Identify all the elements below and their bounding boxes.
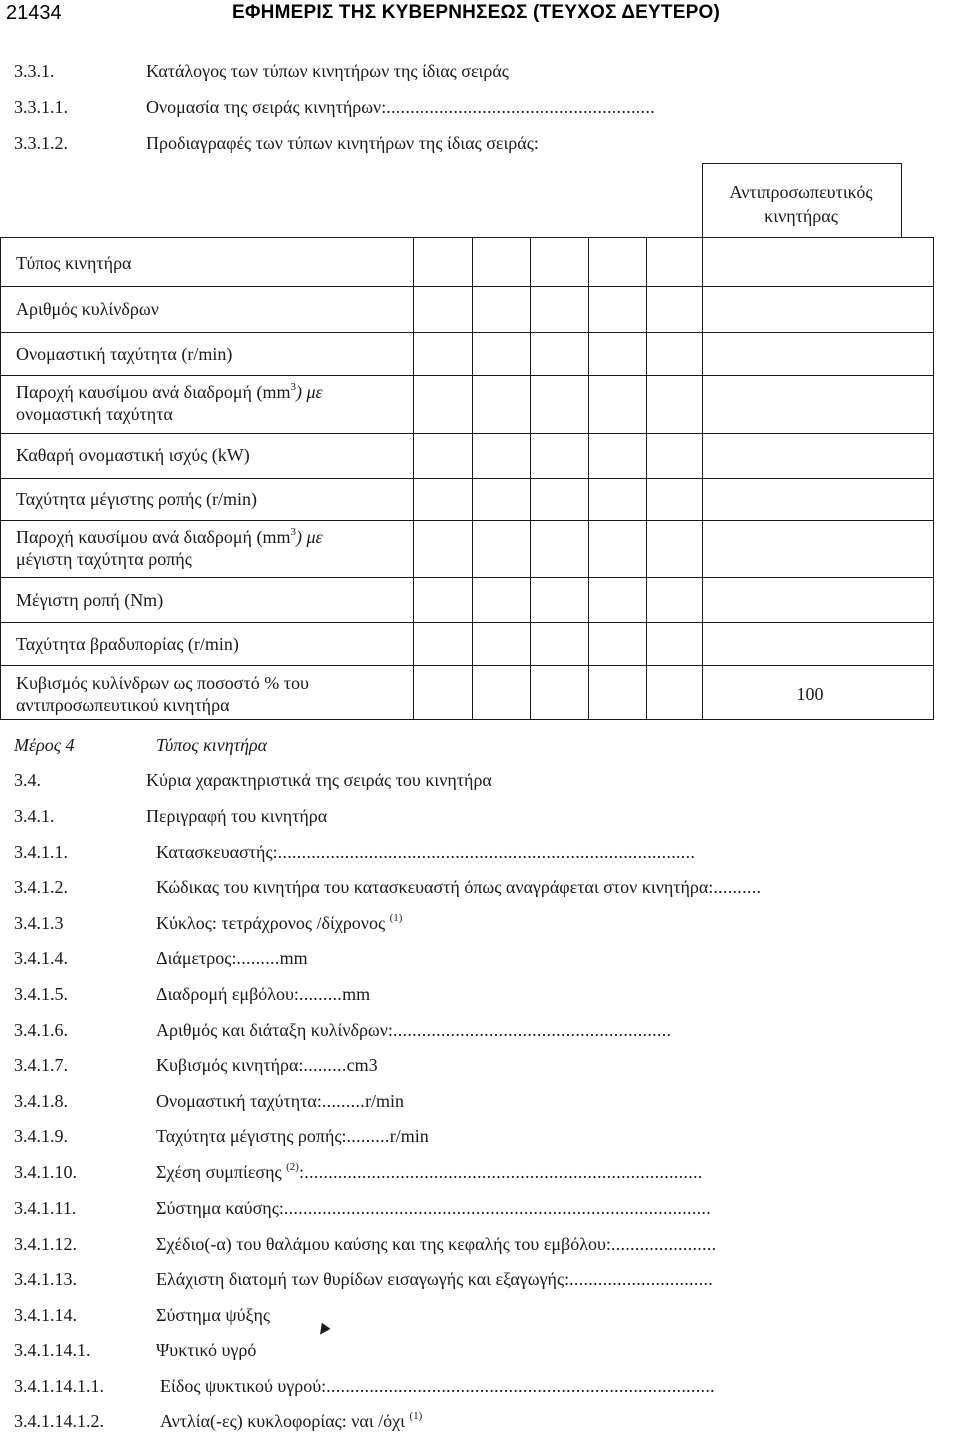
unit-label: r/min — [365, 1091, 405, 1111]
item-text: Κατασκευαστής: — [156, 842, 278, 862]
item-text: Διαδρομή εμβόλου: — [156, 984, 299, 1004]
table-row-label: Κυβισμός κυλίνδρων ως ποσοστό % του αντιπροσωπευτικού κινητήρα — [16, 673, 309, 715]
table-row-label: Παροχή καυσίμου ανά διαδρομή $(mm^3)$ με μέγιστη ταχύτητα ροπής — [16, 526, 323, 569]
item-number: 3.4.1.12. — [14, 1234, 77, 1254]
list-item — [14, 1197, 934, 1221]
representative-displacement-value: 100 — [796, 684, 824, 704]
item-text-wrapper — [160, 1375, 715, 1397]
fill-dots: ......... — [321, 1091, 366, 1111]
item-number: 3.4.1.6. — [14, 1020, 68, 1040]
fill-dots: ......... — [303, 1055, 347, 1075]
item-text: Ταχύτητα μέγιστης ροπής: — [156, 1126, 347, 1146]
item-text: Ονομασία της σειράς κινητήρων: — [146, 97, 387, 117]
item-text-wrapper — [156, 1233, 716, 1255]
item-text-wrapper — [156, 1304, 270, 1326]
item-number: 3.3.1.1. — [14, 97, 68, 117]
item-text: Αντλία(-ες) κυκλοφορίας: ναι /όχι — [160, 1411, 410, 1431]
list-item — [14, 1125, 934, 1149]
table-row-label: Τύπος κινητήρα — [16, 253, 132, 273]
unit-label: mm — [342, 984, 371, 1004]
item-text: Αριθμός και διάταξη κυλίνδρων: — [156, 1020, 393, 1040]
list-item — [14, 96, 934, 120]
list-item — [14, 769, 934, 793]
fill-dots: ......................................................................................... — [283, 1198, 712, 1218]
fill-dots: .......................................................... — [392, 1020, 672, 1040]
table-row-label: Μέγιστη ροπή (Nm) — [16, 590, 164, 610]
fill-dots: ......... — [236, 948, 280, 968]
list-item — [14, 805, 934, 829]
footnote-ref: (1) — [389, 912, 403, 924]
item-number: 3.4.1.8. — [14, 1091, 68, 1111]
item-text-wrapper — [156, 947, 308, 969]
item-text: Περιγραφή του κινητήρα — [146, 806, 328, 826]
list-item — [14, 876, 934, 900]
item-number: 3.4. — [14, 770, 41, 790]
footnote-ref: (1) — [409, 1410, 423, 1422]
fill-dots: .......... — [713, 877, 762, 897]
list-item — [14, 1233, 934, 1257]
list-item — [14, 1019, 934, 1043]
item-text-wrapper — [156, 1197, 711, 1219]
fill-dots: ........................................................ — [386, 97, 656, 117]
gazette-title: ΕΦΗΜΕΡΙΣ ΤΗΣ ΚΥΒΕΡΝΗΣΕΩΣ (ΤΕΥΧΟΣ ΔΕΥΤΕΡΟ) — [232, 2, 720, 23]
list-item — [14, 1339, 934, 1363]
unit-label: mm — [279, 948, 308, 968]
stray-mark: ▼ — [314, 1320, 333, 1340]
item-text-wrapper — [156, 1339, 256, 1361]
item-text-wrapper — [156, 1125, 429, 1147]
part-heading — [14, 734, 934, 758]
item-number: 3.4.1.11. — [14, 1198, 77, 1218]
table-row-label: Ταχύτητα μέγιστης ροπής (r/min) — [16, 489, 257, 509]
item-text-wrapper — [156, 1161, 703, 1183]
item-number: 3.4.1.7. — [14, 1055, 68, 1075]
item-text: Σύστημα ψύξης — [156, 1305, 271, 1325]
item-text: Κυβισμός κινητήρα: — [156, 1055, 304, 1075]
list-item — [14, 1268, 934, 1292]
item-text: Σχέδιο(-α) του θαλάμου καύσης και της κεφαλής του εμβόλου: — [156, 1234, 611, 1254]
item-text: Είδος ψυκτικού υγρού: — [160, 1376, 327, 1396]
list-item — [14, 60, 934, 84]
list-item — [14, 1375, 934, 1399]
part-number: Μέρος 4 — [14, 735, 75, 755]
item-text-wrapper — [160, 1410, 422, 1432]
item-number: 3.3.1. — [14, 61, 55, 81]
footnote-ref: (2) — [286, 1161, 299, 1173]
fill-dots: ......... — [346, 1126, 390, 1146]
list-item — [14, 1054, 934, 1078]
list-item — [14, 983, 934, 1007]
list-item — [14, 1161, 934, 1185]
page-header — [0, 0, 960, 34]
item-number: 3.4.1.14.1. — [14, 1340, 91, 1360]
item-number: 3.4.1.14.1.1. — [14, 1376, 104, 1396]
table-row-label: Καθαρή ονομαστική ισχύς (kW) — [16, 445, 250, 465]
item-number: 3.4.1.4. — [14, 948, 68, 968]
item-number: 3.4.1.3 — [14, 913, 64, 933]
item-text-wrapper — [156, 876, 761, 898]
item-number: 3.4.1.14. — [14, 1305, 77, 1325]
item-number: 3.4.1.5. — [14, 984, 68, 1004]
list-item — [14, 1090, 934, 1114]
fill-dots: .............................. — [569, 1269, 714, 1289]
fill-dots: ......... — [298, 984, 343, 1004]
list-item — [14, 841, 934, 865]
item-number: 3.4.1.2. — [14, 877, 68, 897]
list-item — [14, 132, 934, 156]
list-item — [14, 947, 934, 971]
list-item — [14, 912, 934, 936]
representative-engine-header: Αντιπροσωπευτικός κινητήρας — [729, 182, 873, 226]
item-text: Κώδικας του κινητήρα του κατασκευαστή όπως αναγράφεται στον κινητήρα: — [156, 877, 714, 897]
list-item — [14, 1410, 934, 1434]
item-number: 3.4.1.9. — [14, 1126, 68, 1146]
item-text-wrapper — [156, 1019, 671, 1041]
unit-label: r/min — [389, 1126, 429, 1146]
page-number: 21434 — [6, 2, 62, 24]
table-row-label: Ονομαστική ταχύτητα (r/min) — [16, 344, 233, 364]
item-text-wrapper — [156, 1090, 404, 1112]
item-text: Κύκλος: τετράχρονος /δίχρονος — [156, 913, 390, 933]
item-text: Ονομαστική ταχύτητα: — [156, 1091, 322, 1111]
unit-label: cm3 — [346, 1055, 378, 1075]
item-number: 3.4.1.1. — [14, 842, 68, 862]
item-number: 3.4.1.10. — [14, 1162, 77, 1182]
fill-dots: ................................................................................. — [326, 1376, 715, 1396]
item-text: Σύστημα καύσης: — [156, 1198, 284, 1218]
item-text: Κατάλογος των τύπων κινητήρων της ίδιας σειράς — [146, 61, 509, 81]
part-title: Τύπος κινητήρα — [156, 735, 268, 755]
item-text-wrapper — [146, 805, 327, 827]
list-item — [14, 1304, 934, 1328]
item-text-wrapper — [156, 841, 695, 863]
table-row-label: Ταχύτητα βραδυπορίας (r/min) — [16, 634, 239, 654]
item-text-wrapper — [146, 769, 492, 791]
item-number: 3.4.1.14.1.2. — [14, 1411, 104, 1431]
item-number: 3.3.1.2. — [14, 133, 68, 153]
item-number: 3.4.1. — [14, 806, 55, 826]
item-text: Προδιαγραφές των τύπων κινητήρων της ίδιας σειράς: — [146, 133, 539, 153]
item-text-wrapper — [156, 983, 370, 1005]
fill-dots: :................................................................................... — [298, 1162, 703, 1182]
item-text-wrapper — [156, 1054, 378, 1076]
item-text: Διάμετρος: — [156, 948, 237, 968]
item-text-wrapper — [156, 912, 402, 934]
fill-dots: ...................... — [610, 1234, 717, 1254]
table-row-label: Παροχή καυσίμου ανά διαδρομή $(mm^3)$ με ονομαστική ταχύτητα — [16, 381, 323, 424]
item-text: Ψυκτικό υγρό — [156, 1340, 257, 1360]
item-number: 3.4.1.13. — [14, 1269, 77, 1289]
item-text-wrapper — [156, 1268, 713, 1290]
item-text: Ελάχιστη διατομή των θυρίδων εισαγωγής και εξαγωγής: — [156, 1269, 570, 1289]
table-row-label: Αριθμός κυλίνδρων — [16, 299, 159, 319]
item-text: Κύρια χαρακτηριστικά της σειράς του κινητήρα — [146, 770, 492, 790]
fill-dots: ....................................................................................... — [277, 842, 696, 862]
item-text: Σχέση συμπίεσης — [156, 1162, 287, 1182]
